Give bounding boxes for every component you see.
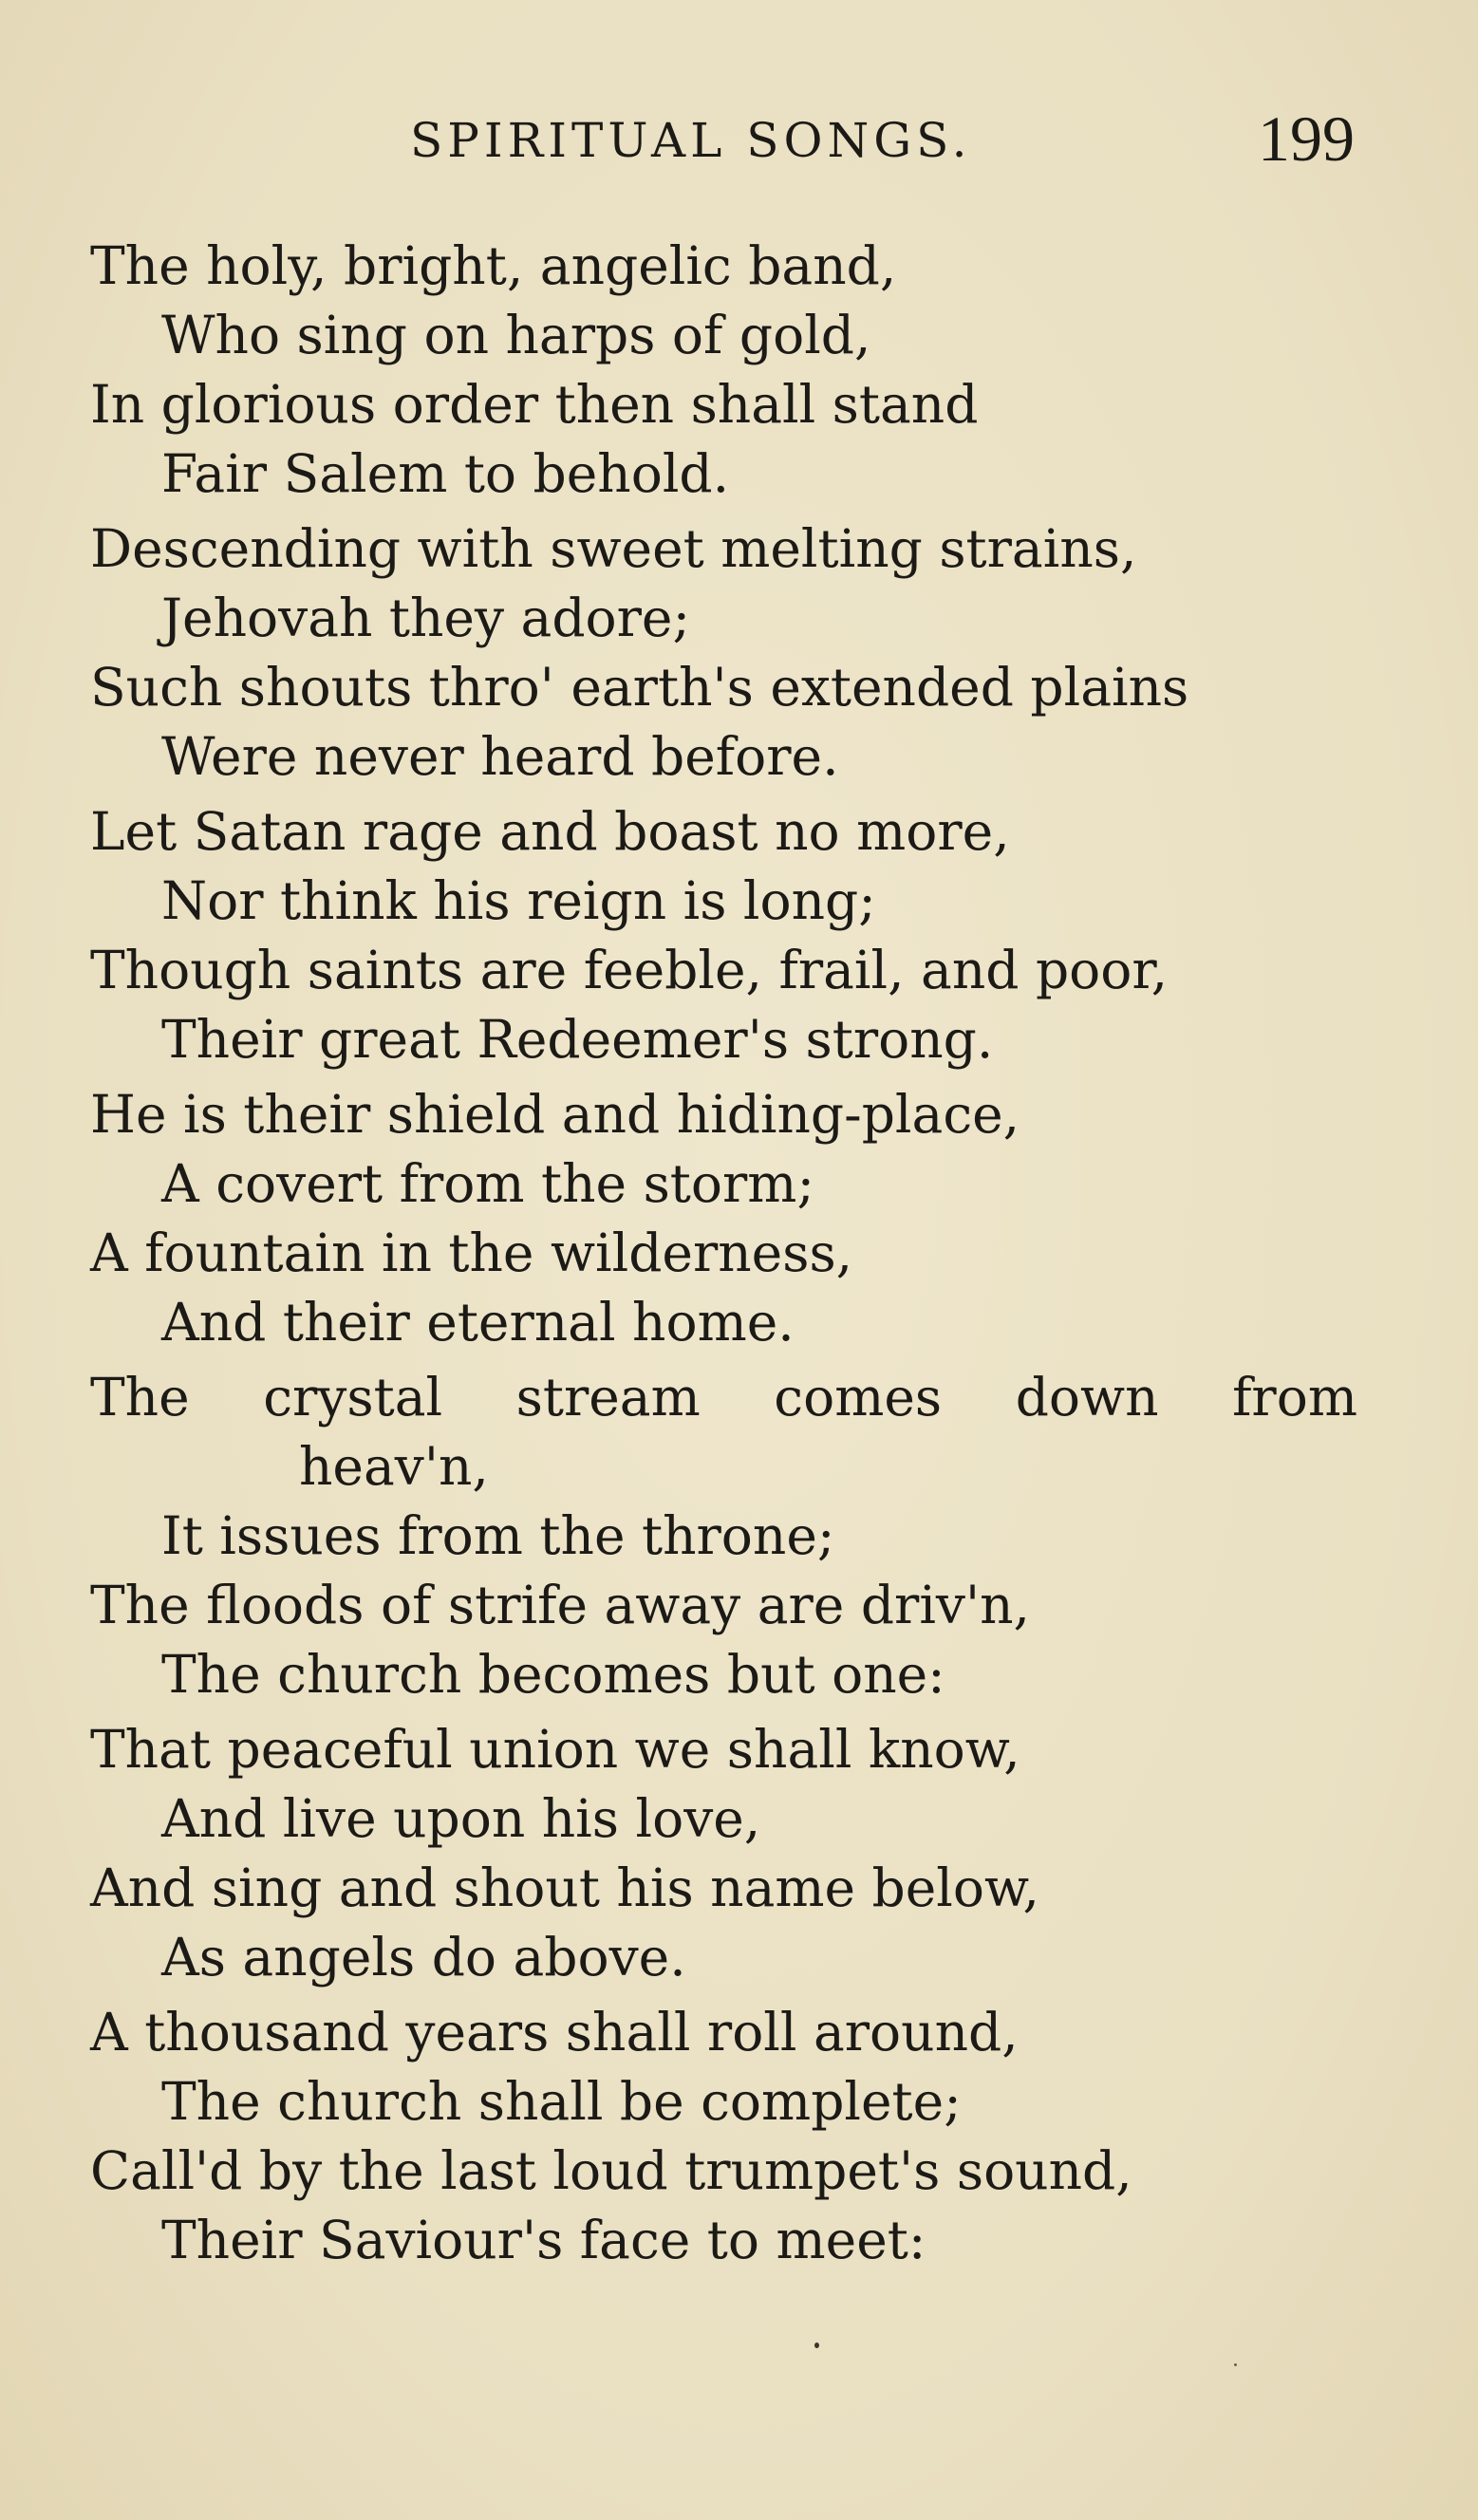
verse-line: The holy, bright, angelic band, <box>90 235 897 296</box>
stanza <box>90 232 1362 509</box>
verse-line: And sing and shout his name below, <box>90 1857 1040 1918</box>
verse-line: As angels do above. <box>161 1927 686 1988</box>
paper-speck <box>814 2343 819 2348</box>
verse-line: He is their shield and hiding-place, <box>90 1084 1020 1145</box>
verse-line: Their great Redeemer's strong. <box>161 1009 994 1070</box>
verse-line-continuation: heav'n, <box>299 1436 489 1497</box>
verse-line: The church shall be complete; <box>161 2071 962 2132</box>
verse-line: A covert from the storm; <box>161 1153 814 1214</box>
verse-line: A thousand years shall roll around, <box>90 2002 1019 2063</box>
verse-line: Though saints are feeble, frail, and poor, <box>90 940 1169 1000</box>
verse-line: Their Saviour's face to meet: <box>161 2210 926 2270</box>
verse-line: And live upon his love, <box>161 1788 761 1849</box>
stanza <box>90 514 1362 792</box>
running-title: SPIRITUAL SONGS. <box>410 113 972 168</box>
verse-line: It issues from the throne; <box>161 1505 835 1566</box>
verse-line: In glorious order then shall stand <box>90 374 979 435</box>
verse-line: That peaceful union we shall know, <box>90 1719 1020 1780</box>
stanza <box>90 1715 1362 1992</box>
page-number: 199 <box>1258 103 1355 175</box>
verse-line: The crystal stream comes down from <box>90 1367 1357 1428</box>
verse-line: A fountain in the wilderness, <box>90 1223 853 1283</box>
stanza <box>90 1080 1362 1357</box>
poem <box>90 232 1362 2281</box>
verse-line: The floods of strife away are driv'n, <box>90 1575 1031 1635</box>
verse-line: Who sing on harps of gold, <box>161 305 871 365</box>
stanza <box>90 1998 1362 2275</box>
verse-line: Nor think his reign is long; <box>161 870 876 931</box>
verse-line: Were never heard before. <box>161 726 839 787</box>
paper-speck <box>1234 2363 1237 2366</box>
verse-line: The church becomes but one: <box>161 1644 945 1705</box>
stanza <box>90 797 1362 1074</box>
verse-line: Jehovah they adore; <box>161 588 691 648</box>
verse-line: Fair Salem to behold. <box>161 443 730 504</box>
stanza <box>90 1363 1362 1709</box>
verse-line: Call'd by the last loud trumpet's sound, <box>90 2140 1132 2201</box>
verse-line: And their eternal home. <box>161 1292 795 1353</box>
verse-line: Descending with sweet melting strains, <box>90 518 1137 579</box>
verse-line: Such shouts thro' earth's extended plains <box>90 657 1189 718</box>
verse-line: Let Satan rage and boast no more, <box>90 801 1010 862</box>
